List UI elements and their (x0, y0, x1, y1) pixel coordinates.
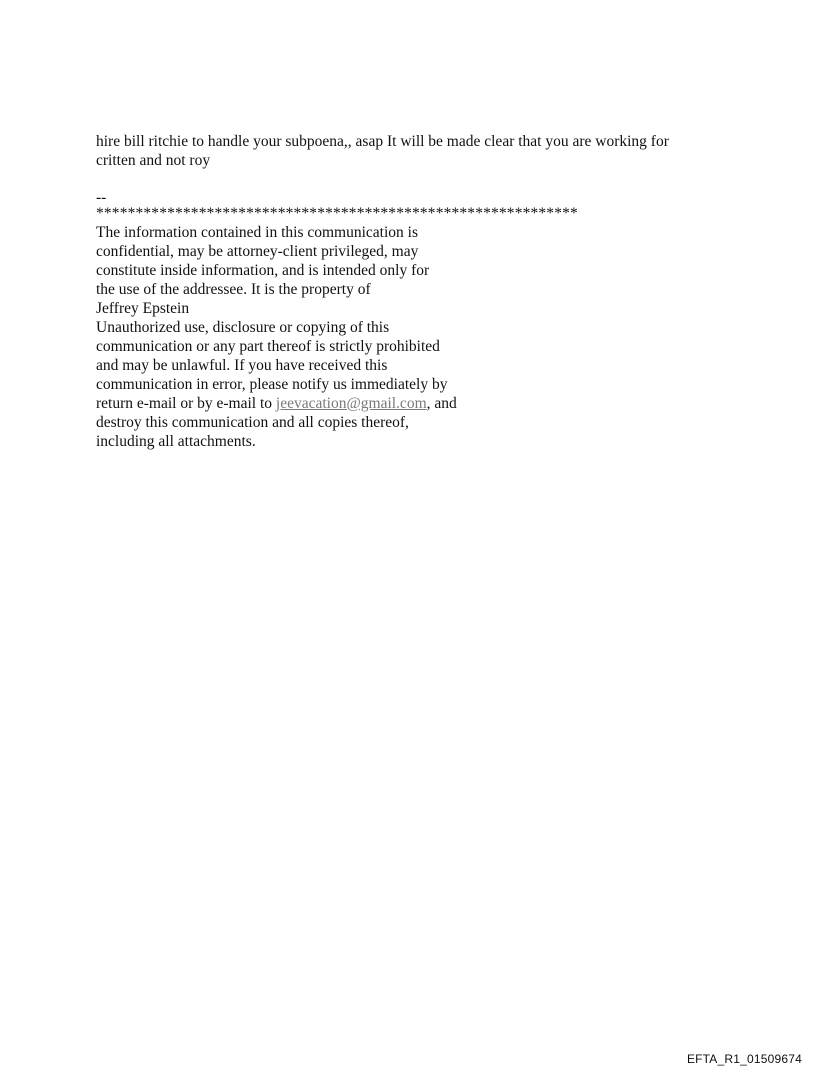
message-body (96, 132, 736, 170)
return-prefix-text: return e-mail or by e-mail to (96, 395, 276, 412)
disclaimer-line: the use of the addressee. It is the property of (96, 281, 371, 298)
confidentiality-disclaimer (96, 223, 516, 451)
document-id-stamp: EFTA_R1_01509674 (686, 1052, 802, 1066)
email-link[interactable]: jeevacation@gmail.com (275, 395, 427, 412)
disclaimer-line: communication or any part thereof is strictly prohibited (96, 338, 440, 355)
signature-separator: -- (96, 189, 107, 206)
disclaimer-line: Unauthorized use, disclosure or copying of this (96, 319, 390, 336)
disclaimer-line: including all attachments. (96, 433, 256, 450)
disclaimer-line: The information contained in this communication is (96, 224, 418, 241)
return-suffix-text: , and (426, 395, 457, 412)
message-body-line: critten and not roy (96, 152, 211, 169)
disclaimer-line: and may be unlawful. If you have received this (96, 357, 388, 374)
asterisk-divider: ************************************************************* (96, 205, 578, 222)
disclaimer-owner-name: Jeffrey Epstein (96, 300, 190, 317)
disclaimer-line: constitute inside information, and is intended only for (96, 262, 430, 279)
disclaimer-line: communication in error, please notify us immediately by (96, 376, 448, 393)
message-body-line: hire bill ritchie to handle your subpoena,, asap It will be made clear that you are working for (96, 133, 669, 150)
disclaimer-line: destroy this communication and all copies thereof, (96, 414, 409, 431)
disclaimer-line: confidential, may be attorney-client privileged, may (96, 243, 419, 260)
disclaimer-return-line (96, 394, 516, 413)
